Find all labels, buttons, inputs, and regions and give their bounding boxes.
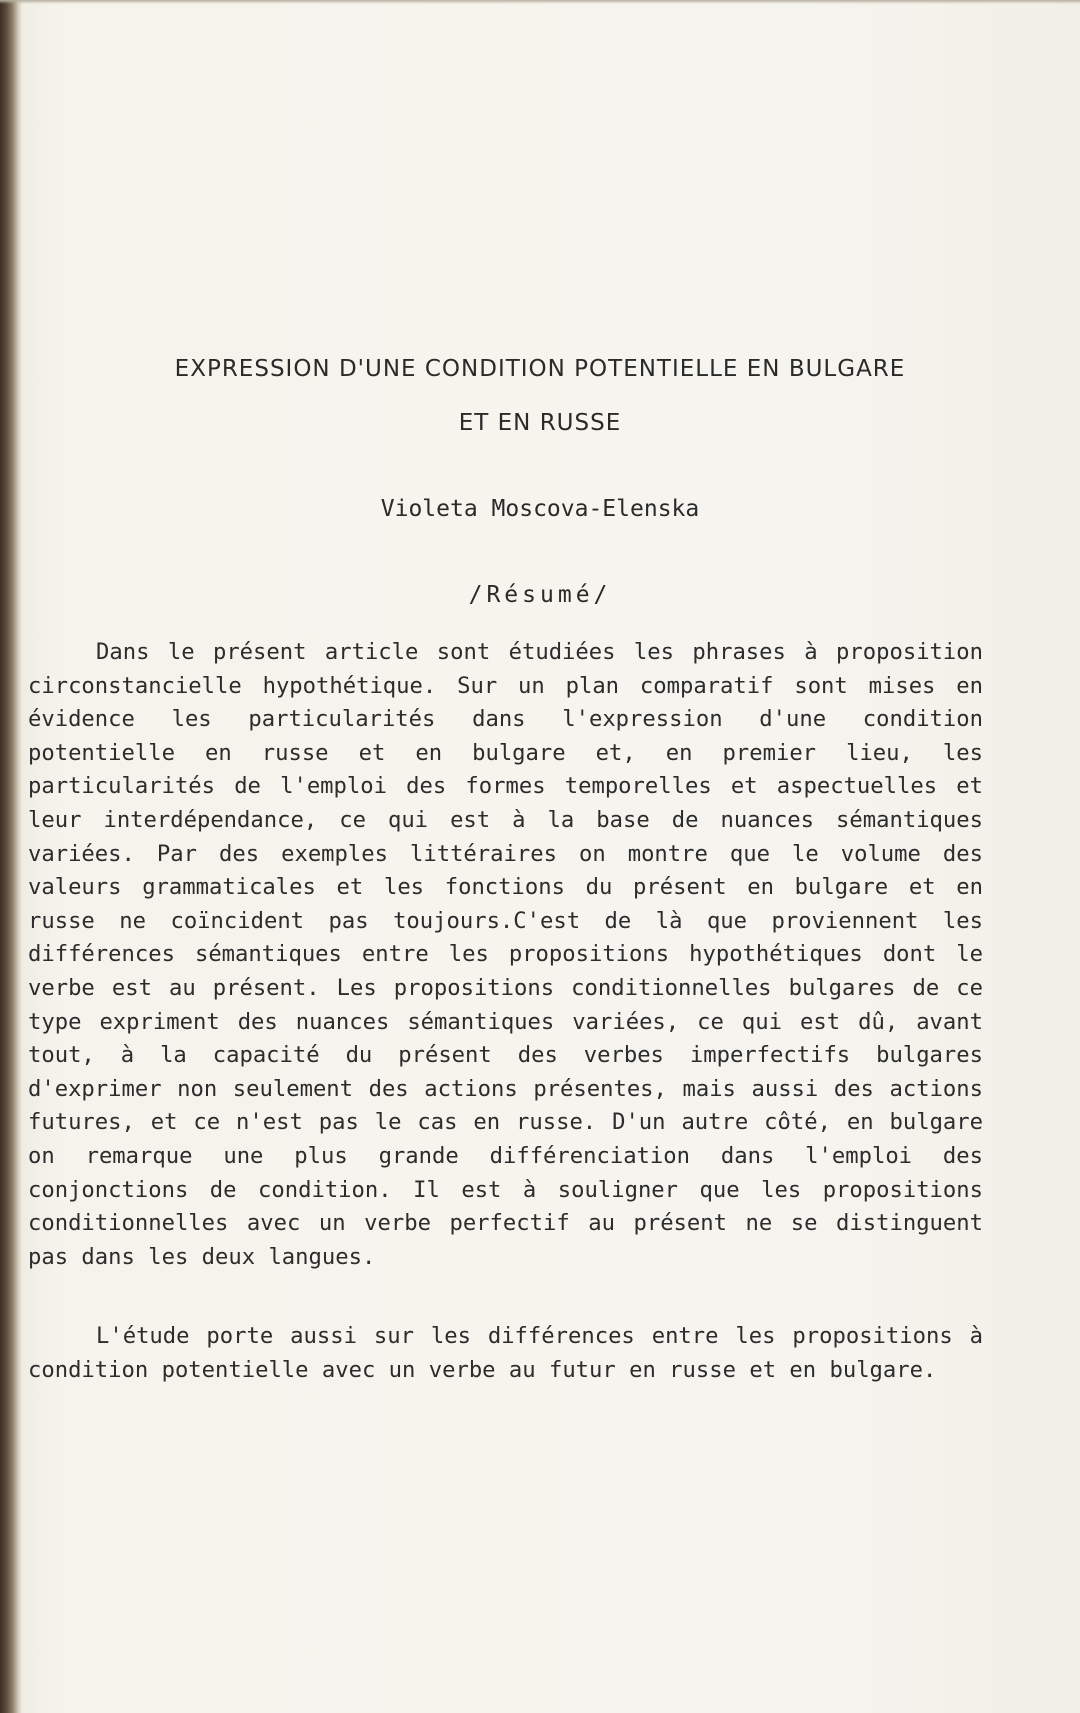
paragraph-text: Dans le présent article sont étudiées les phrases à proposition circonstancielle hypothétique. Sur un plan comparatif sont mises en évidence les particularités dans l'expression d'une condition potentielle en russe et en bulgare et, en premier lieu, les particularités de l'emploi des formes temporelles et aspectuelles et leur interdépendance, ce qui est à la base de nuances sémantiques variées. Par des exemples littéraires on montre que le volume des valeurs grammaticales et les fonctions du présent en bulgare et en russe ne coïncident pas toujours.C'est de là que proviennent les différences sémantiques entre les propositions hypothétiques dont le verbe est au présent. Les propositions conditionnelles bulgares de ce type expriment des nuances sémantiques variées, ce qui est dû, avant tout, à la capacité du présent des verbes imperfectifs bulgares d'exprimer non seulement des actions présentes, mais aussi des actions futures, et ce n'est pas le cas en russe. D'un autre côté, en bulgare on remarque une plus grande différenciation dans l'emploi des conjonctions de condition. Il est à souligner que les propositions conditionnelles avec un verbe perfectif au présent ne se distinguent pas dans les deux langues.	[28, 639, 983, 1270]
abstract-paragraph-2	[28, 1320, 983, 1387]
page-top-edge	[0, 0, 1080, 4]
abstract-paragraph-1	[28, 636, 983, 1274]
binding-edge	[0, 0, 22, 1713]
section-label-resume: /Résumé/	[468, 582, 612, 608]
paragraph-text: L'étude porte aussi sur les différences entre les propositions à condition potentielle avec un verbe au futur en russe et en bulgare.	[28, 1323, 983, 1383]
author-name: Violeta Moscova-Elenska	[380, 496, 700, 522]
article-title-line-1: EXPRESSION D'UNE CONDITION POTENTIELLE EN BULGARE	[174, 356, 906, 382]
article-title-line-2: ET EN RUSSE	[458, 410, 622, 436]
